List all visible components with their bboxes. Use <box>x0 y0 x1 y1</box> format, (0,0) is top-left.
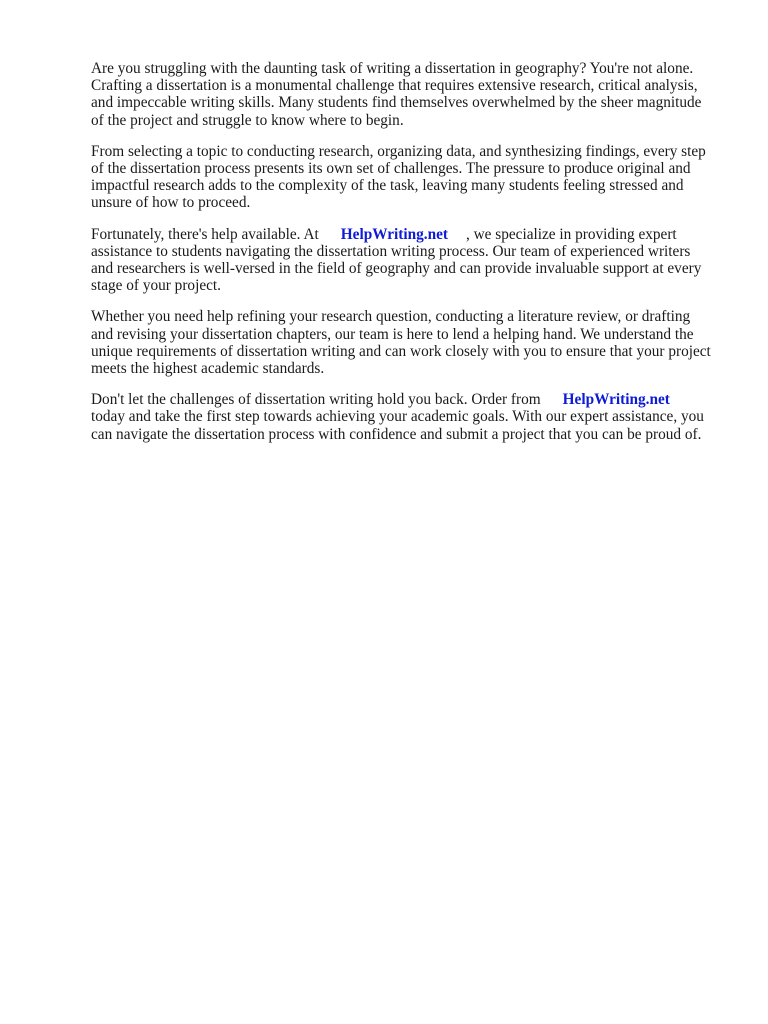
paragraph-intro <box>91 60 723 129</box>
helpwriting-link[interactable]: HelpWriting.net <box>340 225 448 243</box>
text-segment: Don't let the challenges of dissertation writing hold you back. Order from <box>91 391 541 409</box>
text-line: unsure of how to proceed. <box>91 194 251 212</box>
text-line: can navigate the dissertation process with confidence and submit a project that you can be proud of. <box>91 425 702 443</box>
paragraph-challenges <box>91 143 723 212</box>
text-line: stage of your project. <box>91 277 221 295</box>
text-line: Are you struggling with the daunting task of writing a dissertation in geography? You're not alone. <box>91 60 694 77</box>
paragraph-call-to-action <box>91 391 723 443</box>
text-segment: , we specialize in providing expert <box>465 225 677 243</box>
text-line: of the dissertation process presents its own set of challenges. The pressure to produce original and <box>91 160 691 178</box>
text-line: From selecting a topic to conducting research, organizing data, and synthesizing findings, every step <box>91 142 706 160</box>
text-line: and researchers is well-versed in the field of geography and can provide invaluable support at every <box>91 260 702 278</box>
text-line <box>91 391 723 408</box>
text-line <box>91 226 723 243</box>
text-line: assistance to students navigating the dissertation writing process. Our team of experienced writers <box>91 242 691 260</box>
text-line: Whether you need help refining your research question, conducting a literature review, or drafting <box>91 308 691 326</box>
paragraph-services <box>91 308 723 377</box>
text-segment: Fortunately, there's help available. At <box>91 225 319 243</box>
text-line: meets the highest academic standards. <box>91 360 325 378</box>
helpwriting-link[interactable]: HelpWriting.net <box>562 391 670 409</box>
text-line: and revising your dissertation chapters, our team is here to lend a helping hand. We understand the <box>91 325 694 343</box>
text-line: impactful research adds to the complexity of the task, leaving many students feeling stressed and <box>91 177 684 195</box>
text-line: unique requirements of dissertation writing and can work closely with you to ensure that your project <box>91 342 711 360</box>
text-line: today and take the first step towards achieving your academic goals. With our expert assistance, you <box>91 408 704 426</box>
text-line: and impeccable writing skills. Many students find themselves overwhelmed by the sheer magnitude <box>91 94 702 112</box>
text-line: of the project and struggle to know where to begin. <box>91 111 404 129</box>
document-body <box>91 60 723 443</box>
paragraph-help <box>91 226 723 295</box>
text-line: Crafting a dissertation is a monumental challenge that requires extensive research, critical analysis, <box>91 77 698 95</box>
